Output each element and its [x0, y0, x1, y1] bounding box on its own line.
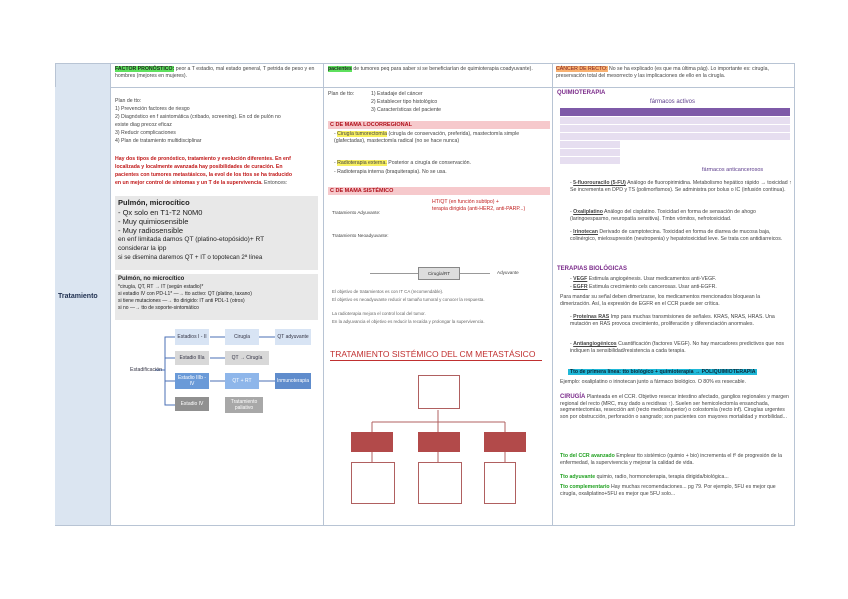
col1-microcitico-title: Pulmón, microcítico: [118, 198, 190, 207]
col2-sist-title: C DE MAMA SISTÉMICO: [328, 187, 550, 195]
col2-sist-bullet-1: El objetivo de tratamientos es con IT CA (recomendable).: [332, 289, 444, 294]
col2-tree-leaf-1: [351, 462, 395, 504]
col3-drug-table-row-1: [560, 117, 790, 124]
col1-plan-title: Plan de tto:: [115, 98, 142, 104]
col1-red-line-3: pacientes con tumores metastásicos, la evol de los ttos se ha traducido: [115, 172, 293, 178]
table-col-divider-1: [110, 63, 111, 526]
col3-farm-activos: fármacos activos: [650, 99, 696, 105]
col1-microcitico-line-3: - Muy radiosensible: [118, 226, 184, 235]
col3-adyuvante: Tto adyuvante quimio, radio, hormonoterapia, terapia dirigida/biológica...: [560, 474, 729, 480]
col1-microcitico-line-5: considerar la ipp: [118, 245, 167, 252]
col2-flow-cirugia: Cirugía/RT: [418, 267, 460, 280]
col2-plan-item-3: 3) Características del paciente: [371, 107, 442, 113]
col2-tree-root: [418, 375, 460, 409]
col3-drug-table-row-4: [560, 141, 620, 148]
col3-primera-linea: Tto de primera línea: tto biológico + quimioterapia → POLIQUIMIOTERAPIA: [570, 369, 756, 375]
col2-sist-dirigida: terapia dirigida (anti-HER2, anti-PARP...): [432, 206, 526, 212]
col1-microcitico-line-6: si se disemina daremos QT + IT o topotecan 2ª línea: [118, 254, 263, 261]
col1-plan-item-2b: existe diag precoz eficaz: [115, 122, 172, 128]
table-col-divider-2: [323, 63, 324, 526]
col3-drug-5fu: - 5-fluorouracilo (5-FU) Análogo de fluoropirimidina. Metabolismo hepático rápido → toxicidad ↑ Se incrementa en DPD y TS (polimorfismos). Se administra por bolus o IC (infusión continua).: [570, 180, 792, 193]
col2-sist-neoadyuvante: Tratamiento Neoadyuvante:: [332, 233, 389, 238]
col3-drug-table-row-6: [560, 157, 620, 164]
col2-loco-item-3: - Radioterapia interna (braquiterapia). No se usa.: [334, 169, 447, 175]
col3-drug-irinotecan: - Irinotecan Derivado de camptotecina. Toxicidad en forma de diarrea de mucosa baja, colinérgico, mielosupresión (neutropenia) y hepatotoxicidad leve. Se trata con antidiarreicos.: [570, 229, 783, 242]
col2-sist-bullet-2: El objetivo es neoadyuvante reducir el tamaño tumoral y conocer la respuesta.: [332, 297, 485, 302]
col3-primera-text: Ejemplo: oxaliplatino o irinotecan junto a fármaco biológico. O 80% es resecable.: [560, 379, 746, 385]
col1-plan-item-3: 3) Reducir complicaciones: [115, 130, 176, 136]
top-left-cell: [56, 64, 110, 87]
col1-stage-4: Estadio IV: [175, 397, 209, 411]
col3-avanzada: Tto del CCR avanzado Emplear tto sistémico (quimio + bio) incrementa el tº de progresión de la enfermedad, la supervivencia y mejorar la calidad de vida.: [560, 453, 783, 466]
col2-tree-leaf-2: [418, 462, 462, 504]
col1-nomicro-title: Pulmón, no microcítico: [118, 276, 185, 282]
col1-s4-paliativo: Tratamiento paliativo: [225, 397, 263, 413]
col1-plan-item-1: 1) Prevención factores de riesgo: [115, 106, 190, 112]
col3-quimio-title: QUIMIOTERAPIA: [557, 90, 606, 96]
col2-plan-item-2: 2) Establecer tipo histológico: [371, 99, 438, 105]
col2-tree-leaf-3: [484, 462, 516, 504]
col3-drug-table-header: [560, 108, 790, 116]
side-label-tratamiento: Tratamiento: [58, 293, 98, 300]
col1-nomicro-line-4: si no —→ tto de soporte-sintomático: [118, 305, 199, 311]
col2-meta-title-underline: [330, 360, 542, 361]
col3-bio-ras: - Proteínas RAS Imp para muchas transmisiones de señales. KRAS, NRAS, HRAS. Una mutación en RAS provoca crecimiento, proliferación y diferenciación anormales.: [570, 314, 775, 327]
col2-loco-title: C DE MAMA LOCORREGIONAL: [328, 121, 550, 129]
col1-stage-3: Estadio IIIb - IV: [175, 373, 209, 389]
col2-tree-node-1: [351, 432, 393, 452]
col1-red-line-4: en un mejor control de síntomas y un T de la supervivencia. Entonces:: [115, 180, 288, 186]
col2-meta-title: TRATAMIENTO SISTÉMICO DEL CM METASTÁSICO: [330, 349, 536, 359]
col3-complementario: Tto complementario Hay muchas recomendaciones... pg 79. Por ejemplo, 5FU es mejor que cirugía, oxaliplatino+5FU es mejor que 5FU solo...: [560, 484, 776, 497]
side-header-cell: [55, 87, 110, 525]
col3-drug-table-row-5: [560, 149, 620, 156]
col2-tree-node-3: [484, 432, 526, 452]
col1-stage-2: Estadio IIIa: [175, 351, 209, 365]
col1-red-line-2: localizada y localmente avanzada hay posibilidades de curación. En: [115, 164, 283, 170]
col1-plan-item-4: 4) Plan de tratamiento multidisciplinar: [115, 138, 202, 144]
col2-flow-adyuvante: Adyuvante: [497, 270, 519, 275]
table-top-border: [55, 63, 795, 64]
col1-s2-qt-cirugia: QT → Cirugía: [225, 351, 269, 365]
col1-red-line-1: Hay dos tipos de pronóstico, tratamiento y evolución diferentes. En enf: [115, 156, 291, 162]
col1-s3-qt-rt: QT + RT: [225, 373, 259, 389]
col1-microcitico-line-1: - Qx solo en T1-T2 N0M0: [118, 208, 203, 217]
col1-s1-cirugia: Cirugía: [225, 329, 259, 345]
col1-nomicro-line-2: si estadio IV con PD-L1* —→ tto activo: QT (platino, taxano): [118, 291, 252, 297]
col1-microcitico-line-2: - Muy quimiosensible: [118, 217, 189, 226]
col2-loco-item-2: - Radioterapia externa. Posterior a cirugía de conservación.: [334, 160, 471, 166]
col1-diagram-root: Estadificación: [130, 367, 163, 373]
col2-sist-adyuvante: Tratamiento Adyuvante:: [332, 210, 381, 215]
col1-stage-1: Estadios I - II: [175, 329, 209, 345]
table-col-divider-3: [552, 63, 553, 526]
col3-farm-antic: fármacos anticancerosos: [702, 167, 764, 173]
table-right-border: [794, 63, 795, 526]
col1-microcitico-line-4: en enf limitada damos QT (platino-etopósido)+ RT: [118, 236, 265, 243]
col1-nomicro-line-1: *cirugía, QT, RT → IT (según estadio)*: [118, 284, 204, 290]
col3-bio-egfr: - EGFR Estimula crecimiento cels cancerosas. Usar anti-EGFR.: [570, 284, 717, 290]
col3-drug-table-row-3: [560, 133, 790, 140]
table-row-divider: [55, 87, 795, 88]
col3-cirugia: CIRUGÍA Planteada en el CCR. Objetivo resecar intestino afectado, ganglios regionales y margen regional del recto (MRC, muy dado a recidivas ↑). Suelen ser hemicolectomía ensanchada, segmentectomías, resección ant (recto medio/superior) o colostomía (recto inf). Cirugías urgentes son por obstrucción, perforación o sangrado; son pacientes con mayores mortalidad y morbilidad...: [560, 394, 789, 420]
table-bottom-border: [55, 525, 795, 526]
col2-tree-node-2: [418, 432, 460, 452]
col2-plan-item-1: 1) Estadaje del cáncer: [371, 91, 423, 97]
col2-sist-bullet-3: La radioterapia mejora el control local del tumor.: [332, 311, 426, 316]
col1-s3-inmuno: Inmunoterapia: [275, 373, 311, 389]
top-col3-text: CÁNCER DE RECTO: No se ha explicado (es que ma última pág). Lo importante es: cirugía, preservación total del mesorrecto y las implicaciones de ello en la cirugía.: [556, 66, 769, 79]
col3-drug-table-row-2: [560, 125, 790, 132]
col3-bio-antiangio: - Antiangiogénicos Cuantificación (factores VEGF). No hay marcadores predictivos que nos indiquen la sensibilidad/resistencia a cada terapia.: [570, 341, 784, 354]
col2-sist-htqt: HT/QT (en función subtipo) +: [432, 199, 499, 205]
col3-bio-title: TERAPIAS BIOLÓGICAS: [557, 266, 628, 272]
col3-bio-text: Para mandar su señal deben dimerizarse, los medicamentos mencionados bloquean la dimerización. Así, la expresión de EGFR en el CCR puede ser crítica.: [560, 294, 761, 307]
col2-plan-title: Plan de tto:: [328, 91, 355, 97]
col2-sist-bullet-4: En la adyuvancia el objetivo es reducir la recaída y prolongar la supervivencia.: [332, 319, 485, 324]
top-col2-text: pacientes de tumores peq para saber si se beneficiarían de quimioterapia coadyuvante).: [328, 66, 533, 72]
col1-s1-adyuvante: QT adyuvante: [275, 329, 311, 345]
col1-nomicro-line-3: si tiene mutaciones —→ tto dirigido: IT anti PDL-1 (otros): [118, 298, 245, 304]
col2-loco-item-1: - Cirugía tumorectomía (cirugía de conservación, preferida), mastectomía simple (glafectadas), mastectomía radical (no se hace nunca): [334, 131, 520, 144]
col3-drug-oxaliplatino: - Oxaliplatino Análogo del cisplatino. Toxicidad en forma de sensación de ahogo (laringoespasmo, neuropatía sensitiva). Tmbn vómitos, nefrotoxicidad.: [570, 209, 756, 222]
col3-bio-vegf: - VEGF Estimula angiogénesis. Usar medicamentos anti-VEGF.: [570, 276, 717, 282]
top-col1-text: FACTOR PRONÓSTICO: peor a T estadio, mal estado general, T petrida de peso y en hombres (mejores en mujeres).: [115, 66, 315, 79]
col1-plan-item-2: 2) Diagnóstico en f asintomática (cribado, screening). En cd de pulón no: [115, 114, 281, 120]
